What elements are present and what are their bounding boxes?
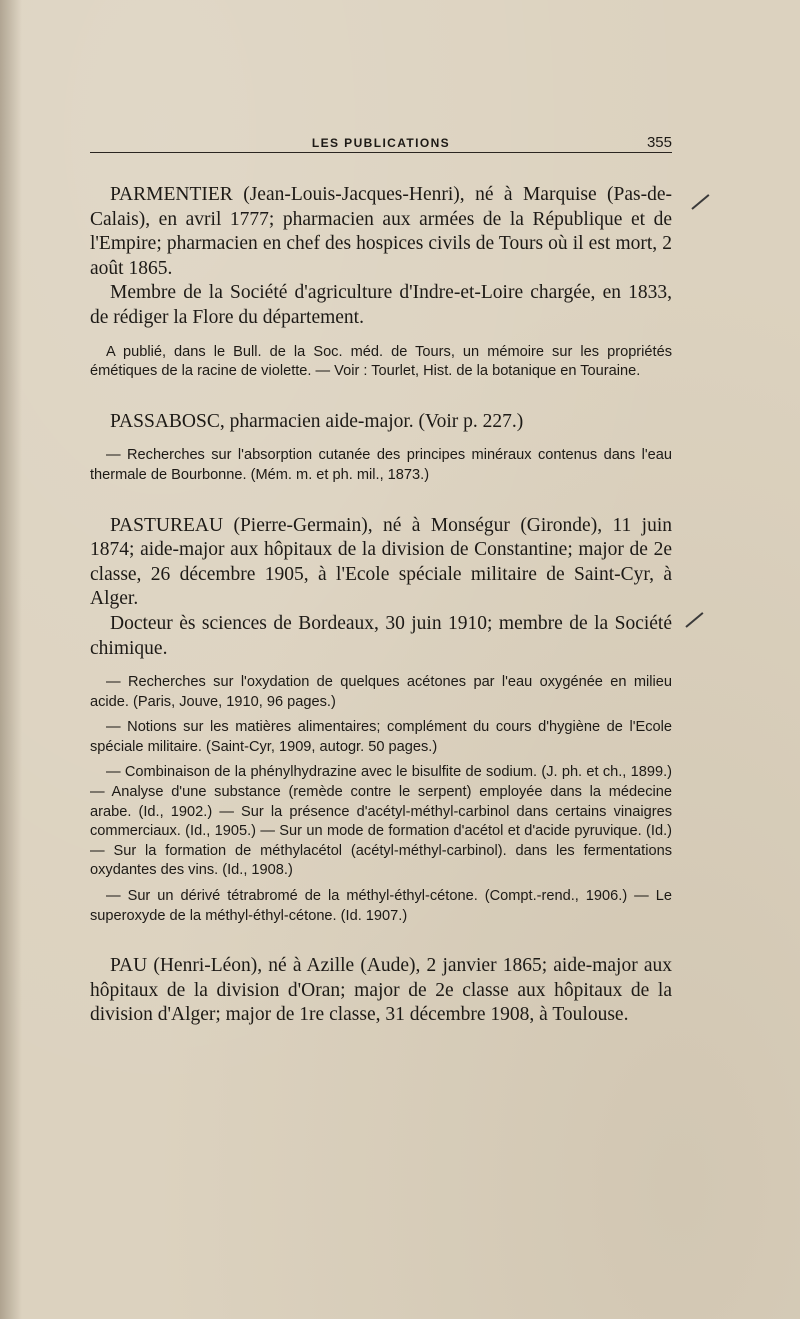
entry-pau xyxy=(90,954,672,1028)
entry-pastureau xyxy=(90,514,672,927)
entry-note: — Recherches sur l'absorption cutanée des principes minéraux contenus dans l'eau thermale de Bourbonne. (Mém. m. et ph. mil., 1873.) xyxy=(90,447,672,483)
entry-main-paragraph: PASSABOSC, pharmacien aide-major. (Voir p. 227.) xyxy=(110,410,524,432)
entry-note: A publié, dans le Bull. de la Soc. méd. de Tours, un mémoire sur les propriétés émétiques de la racine de violette. — Voir : Tourlet, Hist. de la botanique en Touraine. xyxy=(90,343,672,380)
entry-note: — Sur un dérivé tétrabromé de la méthyl-éthyl-cétone. (Compt.-rend., 1906.) — Le superoxyde de la méthyl-éthyl-cétone. (Id. 1907.) xyxy=(90,888,672,924)
margin-pencil-mark xyxy=(691,194,709,210)
book-page xyxy=(90,126,672,1028)
entry-main-paragraph: Docteur ès sciences de Bordeaux, 30 juin 1910; membre de la Société chimique. xyxy=(90,612,672,659)
entry-passabosc xyxy=(90,410,672,486)
entry-main-paragraph: PARMENTIER (Jean-Louis-Jacques-Henri), né à Marquise (Pas-de-Calais), en avril 1777; pharmacien aux armées de la République et de l'Empire; pharmacien en chef des hospices civils de Tours où il est mort, 2 août 1865. xyxy=(90,184,672,279)
entry-note: — Recherches sur l'oxydation de quelques acétones par l'eau oxygénée en milieu acide. (Paris, Jouve, 1910, 96 pages.) xyxy=(90,674,672,710)
entry-main-paragraph: PASTUREAU (Pierre-Germain), né à Monségur (Gironde), 11 juin 1874; aide-major aux hôpitaux de la division de Constantine; major de 2e classe, 26 décembre 1905, à l'Ecole spéciale militaire de Saint-Cyr, à Alger. xyxy=(90,514,672,610)
page-number: 355 xyxy=(646,134,672,151)
running-title: LES PUBLICATIONS xyxy=(311,136,451,150)
running-header xyxy=(90,126,672,153)
entry-main-paragraph: Membre de la Société d'agriculture d'Indre-et-Loire chargée, en 1833, de rédiger la Flore du département. xyxy=(90,282,672,328)
entry-note: — Combinaison de la phénylhydrazine avec le bisulfite de sodium. (J. ph. et ch., 1899.) — Analyse d'une substance (remède contre le serpent) employée dans la médecine arabe. (Id., 1902.) — Sur la présence d'acétyl-méthyl-carbinol dans certains vinaigres commerciaux. (Id., 1905.) — Sur un mode de formation d'acétol et d'acide pyruvique. (Id.) — Sur la formation de méthylacétol (acétyl-méthyl-carbinol). dans les fermentations oxydantes des vins. (Id., 1908.) xyxy=(90,764,672,879)
page-edge-shadow xyxy=(0,0,22,1319)
entry-main-paragraph: PAU (Henri-Léon), né à Azille (Aude), 2 janvier 1865; aide-major aux hôpitaux de la division d'Oran; major de 2e classe aux hôpitaux de la division d'Alger; major de 1re classe, 31 décembre 1908, à Toulouse. xyxy=(90,955,672,1026)
entry-parmentier xyxy=(90,183,672,382)
entry-note: — Notions sur les matières alimentaires; complément du cours d'hygiène de l'Ecole spéciale militaire. (Saint-Cyr, 1909, autogr. 50 pages.) xyxy=(90,719,672,755)
margin-pencil-mark xyxy=(685,612,703,628)
